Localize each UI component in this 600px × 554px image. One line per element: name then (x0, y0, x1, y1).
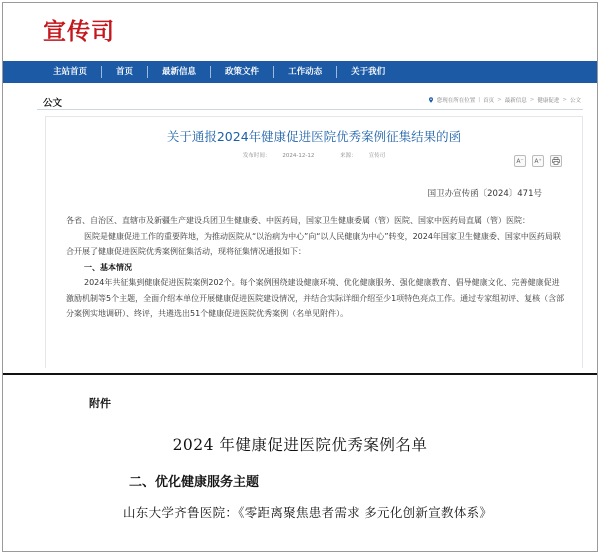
nav-item-latest[interactable]: 最新信息 (162, 67, 197, 77)
attachment-label: 附件 (89, 397, 111, 410)
article-panel (45, 116, 583, 373)
breadcrumb-health[interactable]: 健康促进 (537, 98, 560, 104)
location-pin-icon (428, 97, 434, 103)
article-meta (46, 151, 582, 159)
paragraph-basic: 2024年共征集到健康促进医院案例202个。每个案例围绕建设健康环境、优化健康服务、强化健康教育、倡导健康文化、完善健康促进激励机制等5个主题，全面介绍本单位开展健康促进医院建设情况，并结合实际详细介绍至少1项特色亮点工作。通过专家组初评、复核（含部分案例实地调研）、终评，共遴选出51个健康促进医院优秀案例（名单见附件）。 (66, 278, 565, 318)
section-heading-basic: 一、基本情况 (84, 262, 132, 272)
nav-item-policy[interactable]: 政策文件 (225, 67, 260, 77)
website-screenshot (3, 3, 597, 373)
attachment-section-heading: 二、优化健康服务主题 (129, 475, 260, 490)
breadcrumb-home[interactable]: 首页 (483, 98, 495, 104)
font-decrease-button[interactable]: A⁻ (514, 155, 526, 167)
addressee: 各省、自治区、直辖市及新疆生产建设兵团卫生健康委、中医药局，国家卫生健康委属（管）医院、国家中医药局直属（管）医院： (66, 216, 530, 225)
nav-item-about[interactable]: 关于我们 (351, 67, 386, 77)
print-button[interactable] (550, 155, 562, 167)
publish-date: 发布时间： 2024-12-12 (242, 153, 315, 159)
site-logo[interactable]: 宣传司 (43, 18, 115, 45)
breadcrumb-current: 公文 (569, 98, 581, 104)
main-nav (3, 61, 597, 83)
breadcrumb: 您现在所在位置 | 首页 > 最新信息 > 健康促进 > 公文 (428, 96, 581, 104)
document-number: 国卫办宣传函〔2024〕471号 (427, 189, 542, 199)
section-label: 公文 (43, 98, 63, 109)
page-frame (2, 2, 598, 552)
header-rule (37, 109, 583, 110)
attachment-document (3, 375, 597, 551)
nav-item-main-home[interactable]: 主站首页 (53, 67, 88, 77)
article-title: 关于通报2024年健康促进医院优秀案例征集结果的函 (166, 129, 462, 144)
print-icon (552, 157, 560, 165)
attachment-title: 2024 年健康促进医院优秀案例名单 (172, 436, 428, 454)
article-source: 来源： 宣传司 (340, 153, 386, 159)
article-body (66, 213, 566, 322)
article-tools (514, 155, 562, 167)
nav-item-work[interactable]: 工作动态 (288, 67, 323, 77)
attachment-entry: 山东大学齐鲁医院：《零距离聚焦患者需求 多元化创新宣教体系》 (123, 505, 493, 520)
breadcrumb-location: 您现在所在位置 (436, 98, 476, 104)
breadcrumb-latest[interactable]: 最新信息 (504, 98, 527, 104)
nav-item-home[interactable]: 首页 (116, 67, 134, 77)
paragraph-intro: 医院是健康促进工作的重要阵地，为推动医院从“以治病为中心”向“以人民健康为中心”转变，2024年国家卫生健康委、国家中医药局联合开展了健康促进医院优秀案例征集活动，现将征集情况通报如下： (66, 231, 561, 256)
font-increase-button[interactable]: A⁺ (532, 155, 544, 167)
